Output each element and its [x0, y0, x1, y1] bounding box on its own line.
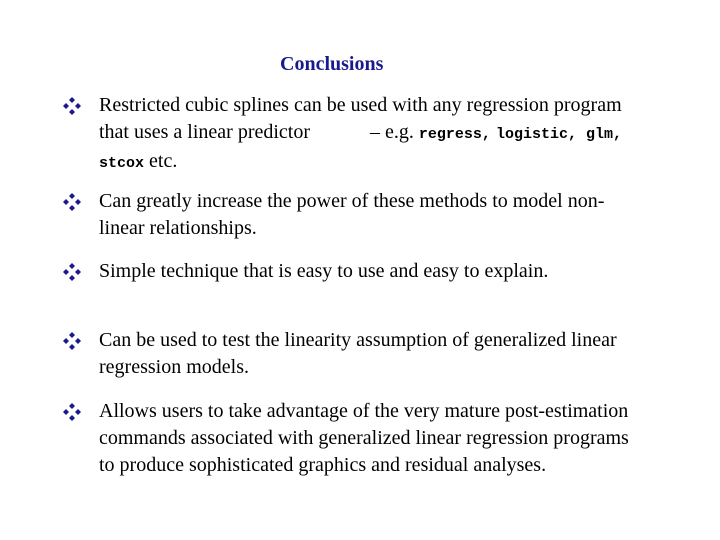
command-list: logistic, glm, stcox — [99, 126, 622, 172]
diamond-quad-bullet-icon — [62, 331, 82, 351]
diamond-quad-bullet-icon — [62, 402, 82, 422]
bullet-item — [62, 258, 629, 285]
diamond-quad-bullet-icon — [62, 262, 82, 282]
bullet-text: Allows users to take advantage of the very mature post-estimation commands associated with generalized linear regression programs to produce sophisticated graphics and residual analyses. — [99, 400, 629, 476]
bullet-text: Can greatly increase the power of these methods to model non-linear relationships. — [99, 190, 605, 239]
bullet-text — [99, 92, 629, 177]
bullet-item — [62, 398, 629, 479]
bullet-text-main: Restricted cubic splines can be used with any regression program that uses a linear predictor — [99, 94, 622, 143]
bullet-text-eg: – e.g. — [370, 121, 414, 143]
diamond-quad-bullet-icon — [62, 192, 82, 212]
diamond-quad-bullet-icon — [62, 96, 82, 116]
bullet-item — [62, 188, 629, 242]
bullet-text-etc: etc. — [149, 150, 178, 172]
command-regress: regress, — [418, 126, 491, 143]
bullet-item — [62, 327, 629, 381]
bullet-text: Simple technique that is easy to use and easy to explain. — [99, 260, 549, 282]
slide-title: Conclusions — [280, 53, 384, 75]
bullet-item — [62, 92, 629, 177]
bullet-text: Can be used to test the linearity assumption of generalized linear regression models. — [99, 329, 617, 378]
